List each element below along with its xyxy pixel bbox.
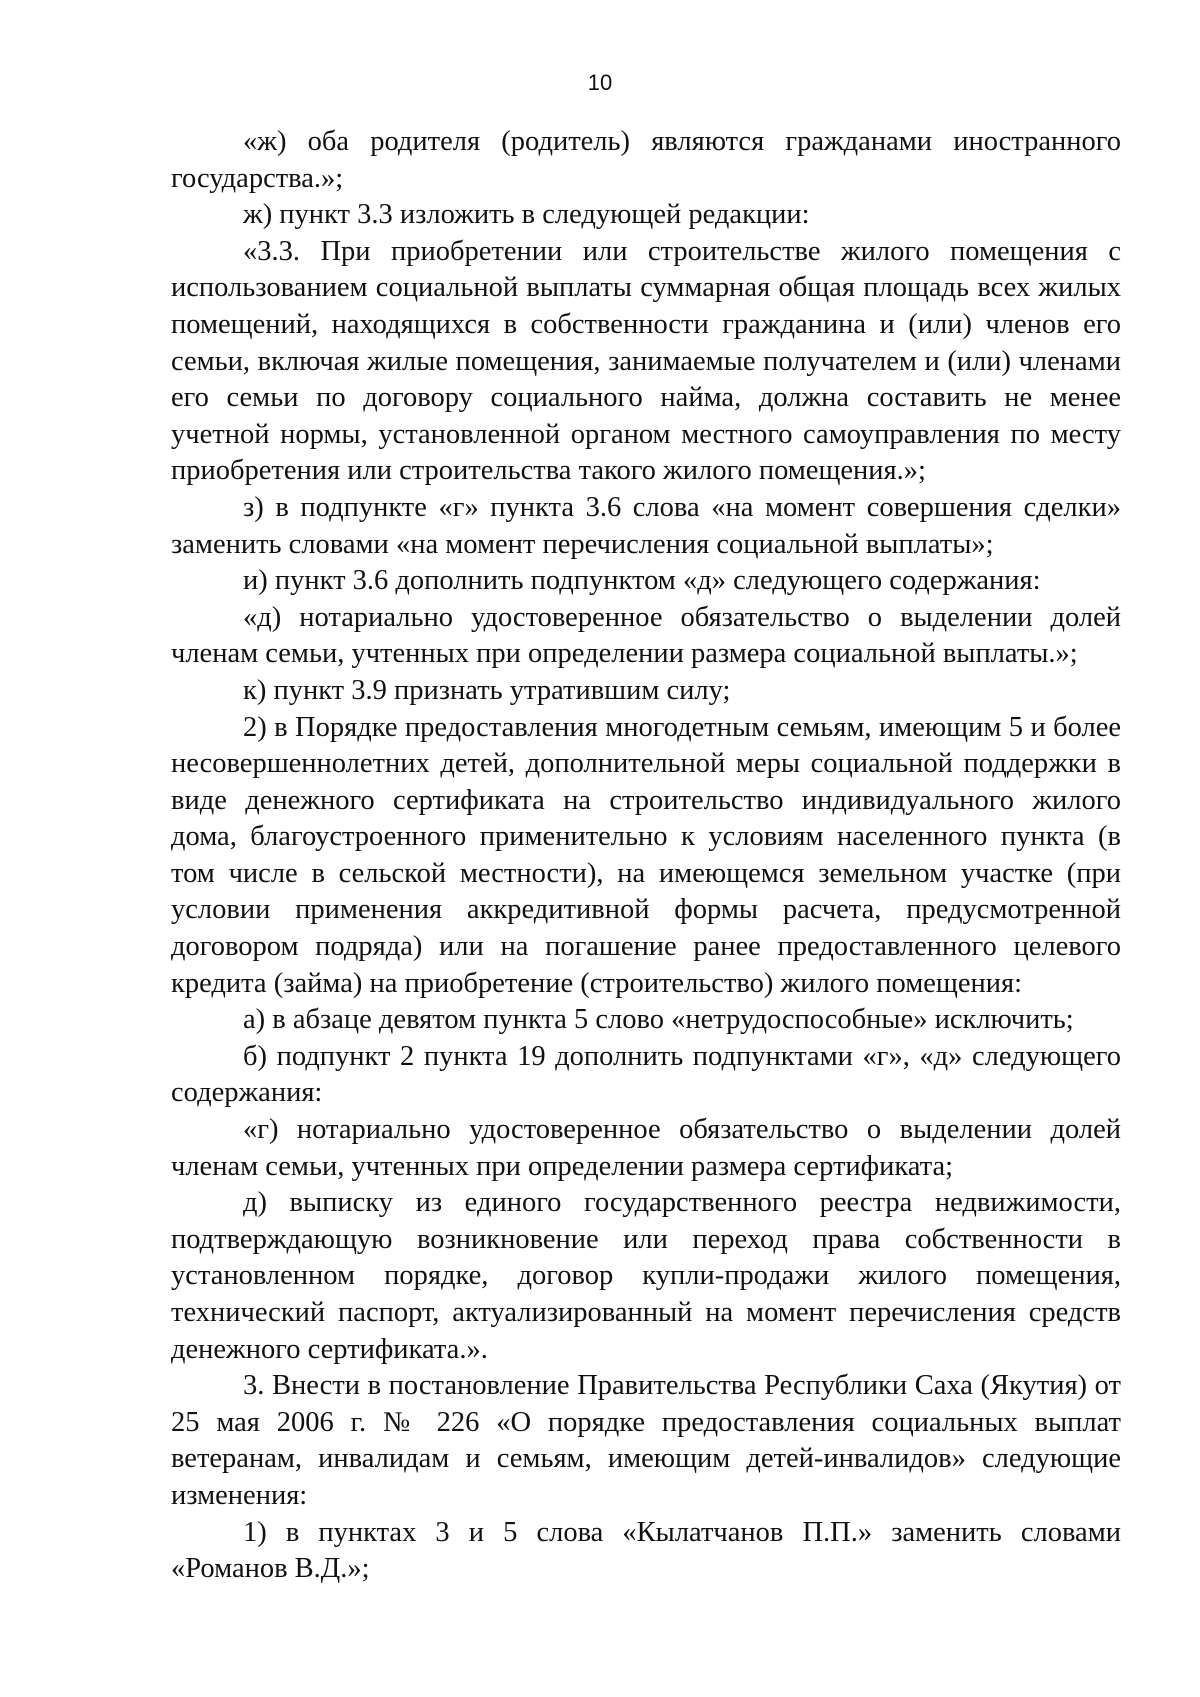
paragraph-i-item-3-6: и) пункт 3.6 дополнить подпунктом «д» следующего содержания: [243,565,1041,597]
paragraph-b-item-19: б) подпункт 2 пункта 19 дополнить подпунктами «г», «д» следующего содержания: [171,1040,1121,1109]
paragraph-3-resolution-226: 3. Внести в постановление Правительства Республики Саха (Якутия) от 25 мая 2006 г. № 226 «О порядке предоставления социальных выплат ветеранам, инвалидам и семьям, имеющим детей-инвалидов» следующие изменения: [171,1370,1121,1511]
paragraph-zh-foreign-parents: «ж) оба родителя (родитель) являются гражданами иностранного государства.»; [171,126,1121,194]
paragraph-g-notary-obligation: «г) нотариально удостоверенное обязательство о выделении долей членам семьи, учтенных при определении размера сертификата; [171,1114,1121,1182]
paragraph-a-item-5: а) в абзаце девятом пункта 5 слово «нетрудоспособные» исключить; [243,1004,1074,1036]
paragraph-1-items-3-5: 1) в пунктах 3 и 5 слова «Кылатчанов П.П.» заменить словами «Романов В.Д.»; [171,1516,1121,1585]
paragraph-item-3-3-text: «3.3. При приобретении или строительстве жилого помещения с использованием социальной выплаты суммарная общая площадь всех жилых помещений, находящихся в собственности гражданина и (или) членов его семьи, включая жилые помещения, занимаемые получателем и (или) членами его семьи по договору социального найма, должна составить не менее учетной нормы, установленной органом местного самоуправления по месту приобретения или строительства такого жилого помещения.»; [171,235,1121,487]
paragraph-d-registry-extract: д) выписку из единого государственного реестра недвижимости, подтверждающую возникновение или переход права собственности в установленном порядке, договор купли-продажи жилого помещения, технический паспорт, актуализированный на момент перечисления средств денежного сертификата.». [171,1187,1121,1365]
page-number: 10 [587,70,613,95]
document-body [171,124,1121,1588]
paragraph-2-large-families: 2) в Порядке предоставления многодетным семьям, имеющим 5 и более несовершеннолетних детей, дополнительной меры социальной поддержки в виде денежного сертификата на строительство индивидуального жилого дома, благоустроенного применительно к условиям населенного пункта (в том числе в сельской местности), на имеющемся земельном участке (при условии применения аккредитивной формы расчета, предусмотренной договором подряда) или на погашение ранее предоставленного целевого кредита (займа) на приобретение (строительство) жилого помещения: [171,711,1121,999]
paragraph-z-subitem-g: з) в подпункте «г» пункта 3.6 слова «на момент совершения сделки» заменить словами «на момент перечисления социальной выплаты»; [171,491,1121,560]
paragraph-zh-item-3-3: ж) пункт 3.3 изложить в следующей редакции: [243,199,810,231]
paragraph-d-notary-obligation: «д) нотариально удостоверенное обязательство о выделении долей членам семьи, учтенных при определении размера социальной выплаты.»; [171,601,1121,670]
paragraph-k-item-3-9: к) пункт 3.9 признать утратившим силу; [243,674,731,706]
